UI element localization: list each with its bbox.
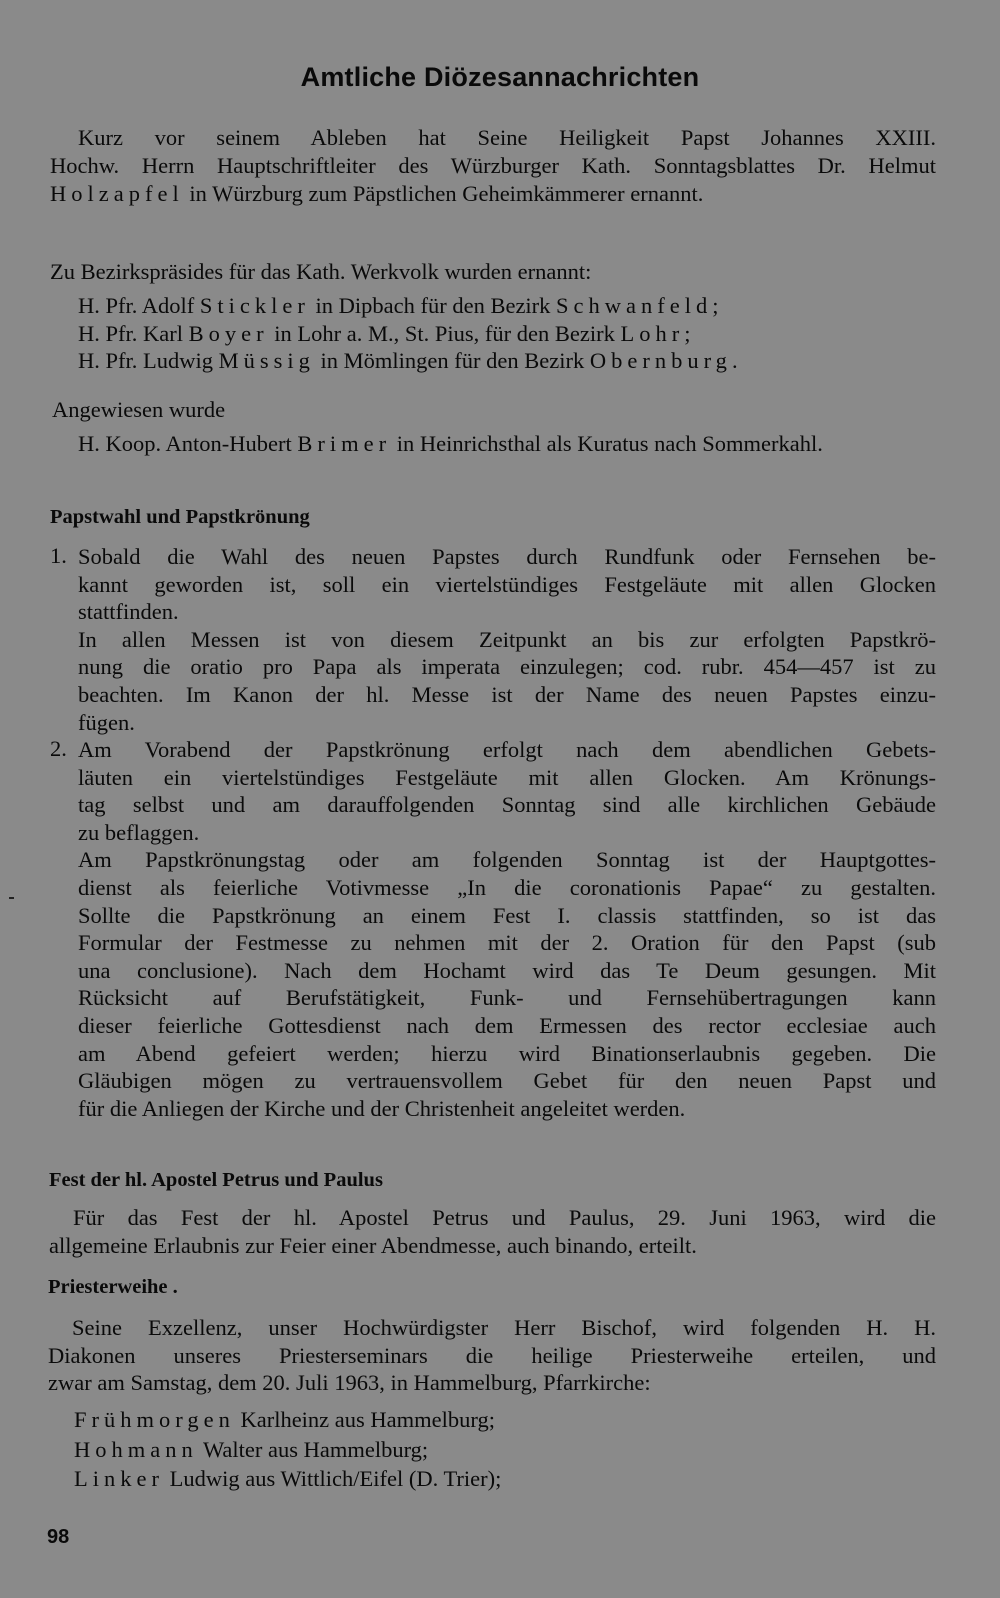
ordinand-rest: Walter aus Hammelburg; (197, 1436, 429, 1462)
page-number: 98 (47, 1526, 70, 1548)
text-line: dienst als feierliche Votivmesse „In die coronationis Papae“ zu gestalten. (78, 874, 936, 900)
angewiesen-post: in Heinrichsthal als Kuratus nach Sommerkahl. (391, 431, 823, 456)
ordinand-entry (74, 1435, 934, 1465)
bezirk-entry-mid: in Dipbach für den Bezirk (309, 293, 557, 318)
intro-paragraph-body (50, 152, 936, 207)
intro-paragraph (50, 124, 936, 152)
bezirk-entry-mid: in Mömlingen für den Bezirk (314, 348, 590, 374)
text-line: Rücksicht auf Berufstätigkeit, Funk- und Fernsehübertragungen kann (78, 985, 936, 1011)
ordinand-entry (74, 1464, 934, 1494)
bezirk-list (78, 292, 936, 375)
priesterweihe-heading: Priesterweihe . (48, 1276, 178, 1298)
intro-body-text: Hochw. Herrn Hauptschriftleiter des Würzburger Kath. Sonntagsblattes Dr. Helmut (50, 153, 936, 178)
text-line: Am Vorabend der Papstkrönung erfolgt nach dem abendlichen Gebets- (78, 737, 936, 762)
intro-name: Holzapfel (50, 180, 184, 206)
priesterweihe-names (74, 1405, 934, 1494)
text-line: fügen. (78, 709, 135, 735)
ordinand-rest: Karlheinz aus Hammelburg; (234, 1407, 495, 1432)
text-line: Sollte die Papstkrönung an einem Fest I. classis stattfinden, so ist das (78, 902, 936, 928)
stray-mark (9, 897, 14, 899)
papstwahl-item-2 (78, 736, 936, 1122)
text-line: Sobald die Wahl des neuen Papstes durch Rundfunk oder Fernsehen be- (78, 544, 936, 569)
papstwahl-item-1 (78, 543, 936, 736)
text-line: una conclusione). Nach dem Hochamt wird das Te Deum gesungen. Mit (78, 957, 936, 983)
text-line: Seine Exzellenz, unser Hochwürdigster Herr Bischof, wird folgenden H. H. (72, 1315, 936, 1340)
bezirk-entry-mid: in Lohr a. M., St. Pius, für den Bezirk (268, 320, 621, 346)
text-line: Diakonen unseres Priesterseminars die heilige Priesterweihe erteilen, und (48, 1342, 936, 1368)
text-line: kannt geworden ist, soll ein viertelstündiges Festgeläute mit allen Glocken (78, 571, 936, 597)
ordinand-rest: Ludwig aus Wittlich/Eifel (D. Trier); (163, 1466, 502, 1491)
ordinand-name: Hohmann (74, 1436, 198, 1462)
bezirk-entry-pre: H. Pfr. Adolf (78, 293, 200, 318)
papstwahl-heading: Papstwahl und Papstkrönung (50, 506, 310, 528)
text-line: läuten ein viertelstündiges Festgeläute mit allen Glocken. Am Krönungs- (78, 764, 936, 790)
fest-paragraph (49, 1204, 936, 1259)
text-line: tag selbst und am darauffolgenden Sonntag sind alle kirchlichen Gebäude (78, 792, 936, 818)
text-line: Formular der Festmesse zu nehmen mit der 2. Oration für den Papst (sub (78, 930, 936, 956)
fest-heading: Fest der hl. Apostel Petrus und Paulus (49, 1169, 383, 1191)
bezirk-entry-name: Stickler (199, 293, 310, 318)
text-line: stattfinden. (78, 599, 179, 625)
text-line: am Abend gefeiert werden; hierzu wird Binationserlaubnis gegeben. Die (78, 1040, 936, 1066)
angewiesen-intro: Angewiesen wurde (52, 397, 226, 422)
bezirk-entry-pre: H. Pfr. Ludwig (78, 348, 219, 374)
text-line: zwar am Samstag, dem 20. Juli 1963, in Hammelburg, Pfarrkirche: (48, 1370, 651, 1396)
ordinand-entry (74, 1405, 934, 1435)
bezirk-entry-place: Obernburg (589, 348, 732, 374)
priesterweihe-paragraph (48, 1314, 936, 1397)
text-line: zu beflaggen. (78, 819, 200, 845)
bezirk-entry (78, 347, 936, 375)
text-line: allgemeine Erlaubnis zur Feier einer Abendmesse, auch binando, erteilt. (49, 1232, 697, 1258)
text-line: Für das Fest der hl. Apostel Petrus und Paulus, 29. Juni 1963, wird die (73, 1205, 936, 1230)
intro-text-end: in Würzburg zum Päpstlichen Geheimkämmerer ernannt. (183, 180, 704, 206)
bezirk-entry-name: Boyer (188, 320, 269, 346)
bezirk-intro: Zu Bezirkspräsides für das Kath. Werkvolk wurden ernannt: (50, 259, 592, 284)
bezirk-entry-name: Müssig (218, 348, 315, 374)
bezirk-entry-end: . (731, 348, 738, 374)
ordinand-name: Frühmorgen (74, 1407, 235, 1432)
text-line: Gläubigen mögen zu vertrauensvollem Gebet für den neuen Papst und (78, 1068, 936, 1094)
bezirk-entry (78, 320, 936, 348)
intro-line-1: Kurz vor seinem Ableben hat Seine Heiligkeit Papst Johannes XXIII. (78, 125, 936, 150)
page-title: Amtliche Diözesannachrichten (300, 62, 700, 92)
bezirk-entry (78, 292, 936, 320)
bezirk-entry-end: ; (684, 320, 691, 346)
bezirk-entry-place: Schwanfeld (556, 293, 713, 318)
text-line: beachten. Im Kanon der hl. Messe ist der Name des neuen Papstes einzu- (78, 681, 936, 707)
bezirk-entry-end: ; (712, 293, 719, 318)
ordinand-name: Linker (74, 1466, 164, 1491)
text-line: dieser feierliche Gottesdienst nach dem Ermessen des rector ecclesiae auch (78, 1012, 936, 1038)
angewiesen-entry (78, 430, 936, 458)
item-number: 1. (50, 543, 67, 568)
bezirk-entry-place: Lohr (620, 320, 685, 346)
text-line: Am Papstkrönungstag oder am folgenden Sonntag ist der Hauptgottes- (78, 847, 936, 873)
text-line: nung die oratio pro Papa als imperata einzulegen; cod. rubr. 454—457 ist zu (78, 654, 936, 680)
text-line: für die Anliegen der Kirche und der Christenheit angeleitet werden. (78, 1095, 686, 1121)
item-number: 2. (50, 736, 67, 761)
text-line: In allen Messen ist von diesem Zeitpunkt an bis zur erfolgten Papstkrö- (78, 626, 936, 652)
bezirk-entry-pre: H. Pfr. Karl (78, 320, 189, 346)
angewiesen-pre: H. Koop. Anton-Hubert (78, 431, 298, 456)
angewiesen-name: Brimer (297, 431, 392, 456)
